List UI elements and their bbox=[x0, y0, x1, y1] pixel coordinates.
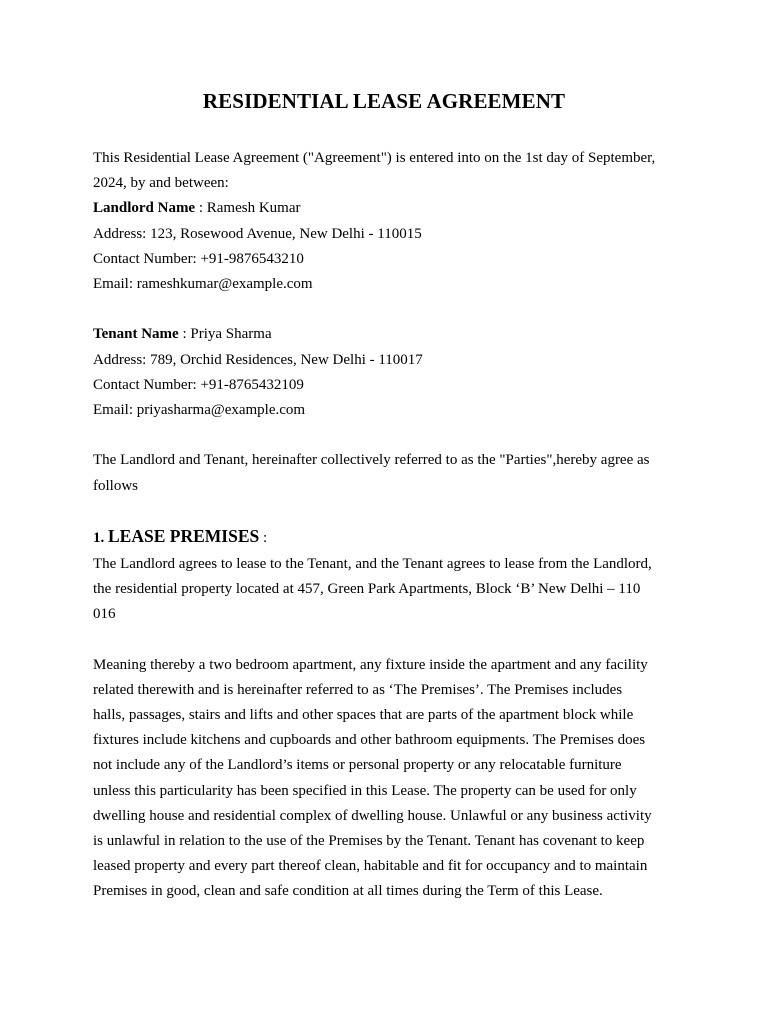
section-1-para-2-line: related therewith and is hereinafter referred to as ‘The Premises’. The Premises includes bbox=[93, 681, 623, 698]
section-1-para-2-line: leased property and every part thereof clean, habitable and fit for occupancy and to maintain bbox=[93, 858, 648, 875]
section-1-title: LEASE PREMISES bbox=[108, 525, 260, 546]
section-1-para-2-line: not include any of the Landlord’s items or personal property or any relocatable furniture bbox=[93, 757, 622, 774]
spacer bbox=[93, 297, 693, 322]
section-1-para-1-line: the residential property located at 457, Green Park Apartments, Block ‘B’ New Delhi – 110 bbox=[93, 581, 641, 598]
document-title: RESIDENTIAL LEASE AGREEMENT bbox=[202, 89, 566, 113]
landlord-name bbox=[93, 196, 693, 221]
section-1-para-1-line: The Landlord agrees to lease to the Tenant, and the Tenant agrees to lease from the Landlord, bbox=[93, 555, 652, 572]
landlord-address: Address: 123, Rosewood Avenue, New Delhi - 110015 bbox=[93, 225, 422, 242]
section-1-para-2-line: halls, passages, stairs and lifts and other spaces that are parts of the apartment block while bbox=[93, 707, 634, 724]
section-1-para-2-line: dwelling house and residential complex of dwelling house. Unlawful or any business activity bbox=[93, 807, 652, 824]
landlord-contact: Contact Number: +91-9876543210 bbox=[93, 250, 304, 267]
tenant-address: Address: 789, Orchid Residences, New Delhi - 110017 bbox=[93, 351, 423, 368]
landlord-email: Email: rameshkumar@example.com bbox=[93, 276, 313, 293]
spacer bbox=[93, 627, 693, 652]
landlord-name-label: Landlord Name bbox=[93, 200, 196, 217]
section-1-para-2-line: Premises in good, clean and safe condition at all times during the Term of this Lease. bbox=[93, 883, 603, 900]
spacer bbox=[93, 499, 693, 523]
section-1-para-2-line: unless this particularity has been specified in this Lease. The property can be used for only bbox=[93, 782, 637, 799]
tenant-contact: Contact Number: +91-8765432109 bbox=[93, 376, 304, 393]
intro-line-1: This Residential Lease Agreement ("Agreement") is entered into on the 1st day of September, bbox=[93, 150, 656, 166]
section-1-para-2-line: is unlawful in relation to the use of the Premises by the Tenant. Tenant has covenant to keep bbox=[93, 833, 645, 850]
landlord-name-value: : Ramesh Kumar bbox=[195, 200, 301, 217]
section-1-colon: : bbox=[262, 529, 268, 546]
tenant-email: Email: priyasharma@example.com bbox=[93, 402, 306, 419]
section-1-number: 1. bbox=[93, 529, 105, 546]
section-1-para-1-line: 016 bbox=[93, 606, 116, 623]
tenant-name bbox=[93, 322, 693, 347]
section-1-para-2-line: fixtures include kitchens and cupboards and other bathroom equipments. The Premises does bbox=[93, 732, 646, 749]
tenant-name-label: Tenant Name bbox=[93, 326, 179, 343]
parties-line-1: The Landlord and Tenant, hereinafter collectively referred to as the "Parties",hereby agree as bbox=[93, 452, 650, 469]
tenant-name-value: : Priya Sharma bbox=[178, 326, 272, 343]
parties-line-2: follows bbox=[93, 477, 138, 494]
intro-line-2: 2024, by and between: bbox=[93, 175, 229, 192]
section-1-heading bbox=[93, 523, 693, 552]
spacer bbox=[93, 423, 693, 448]
section-1-para-2-line: Meaning thereby a two bedroom apartment, any fixture inside the apartment and any facility bbox=[93, 656, 648, 673]
document-body bbox=[93, 146, 693, 905]
